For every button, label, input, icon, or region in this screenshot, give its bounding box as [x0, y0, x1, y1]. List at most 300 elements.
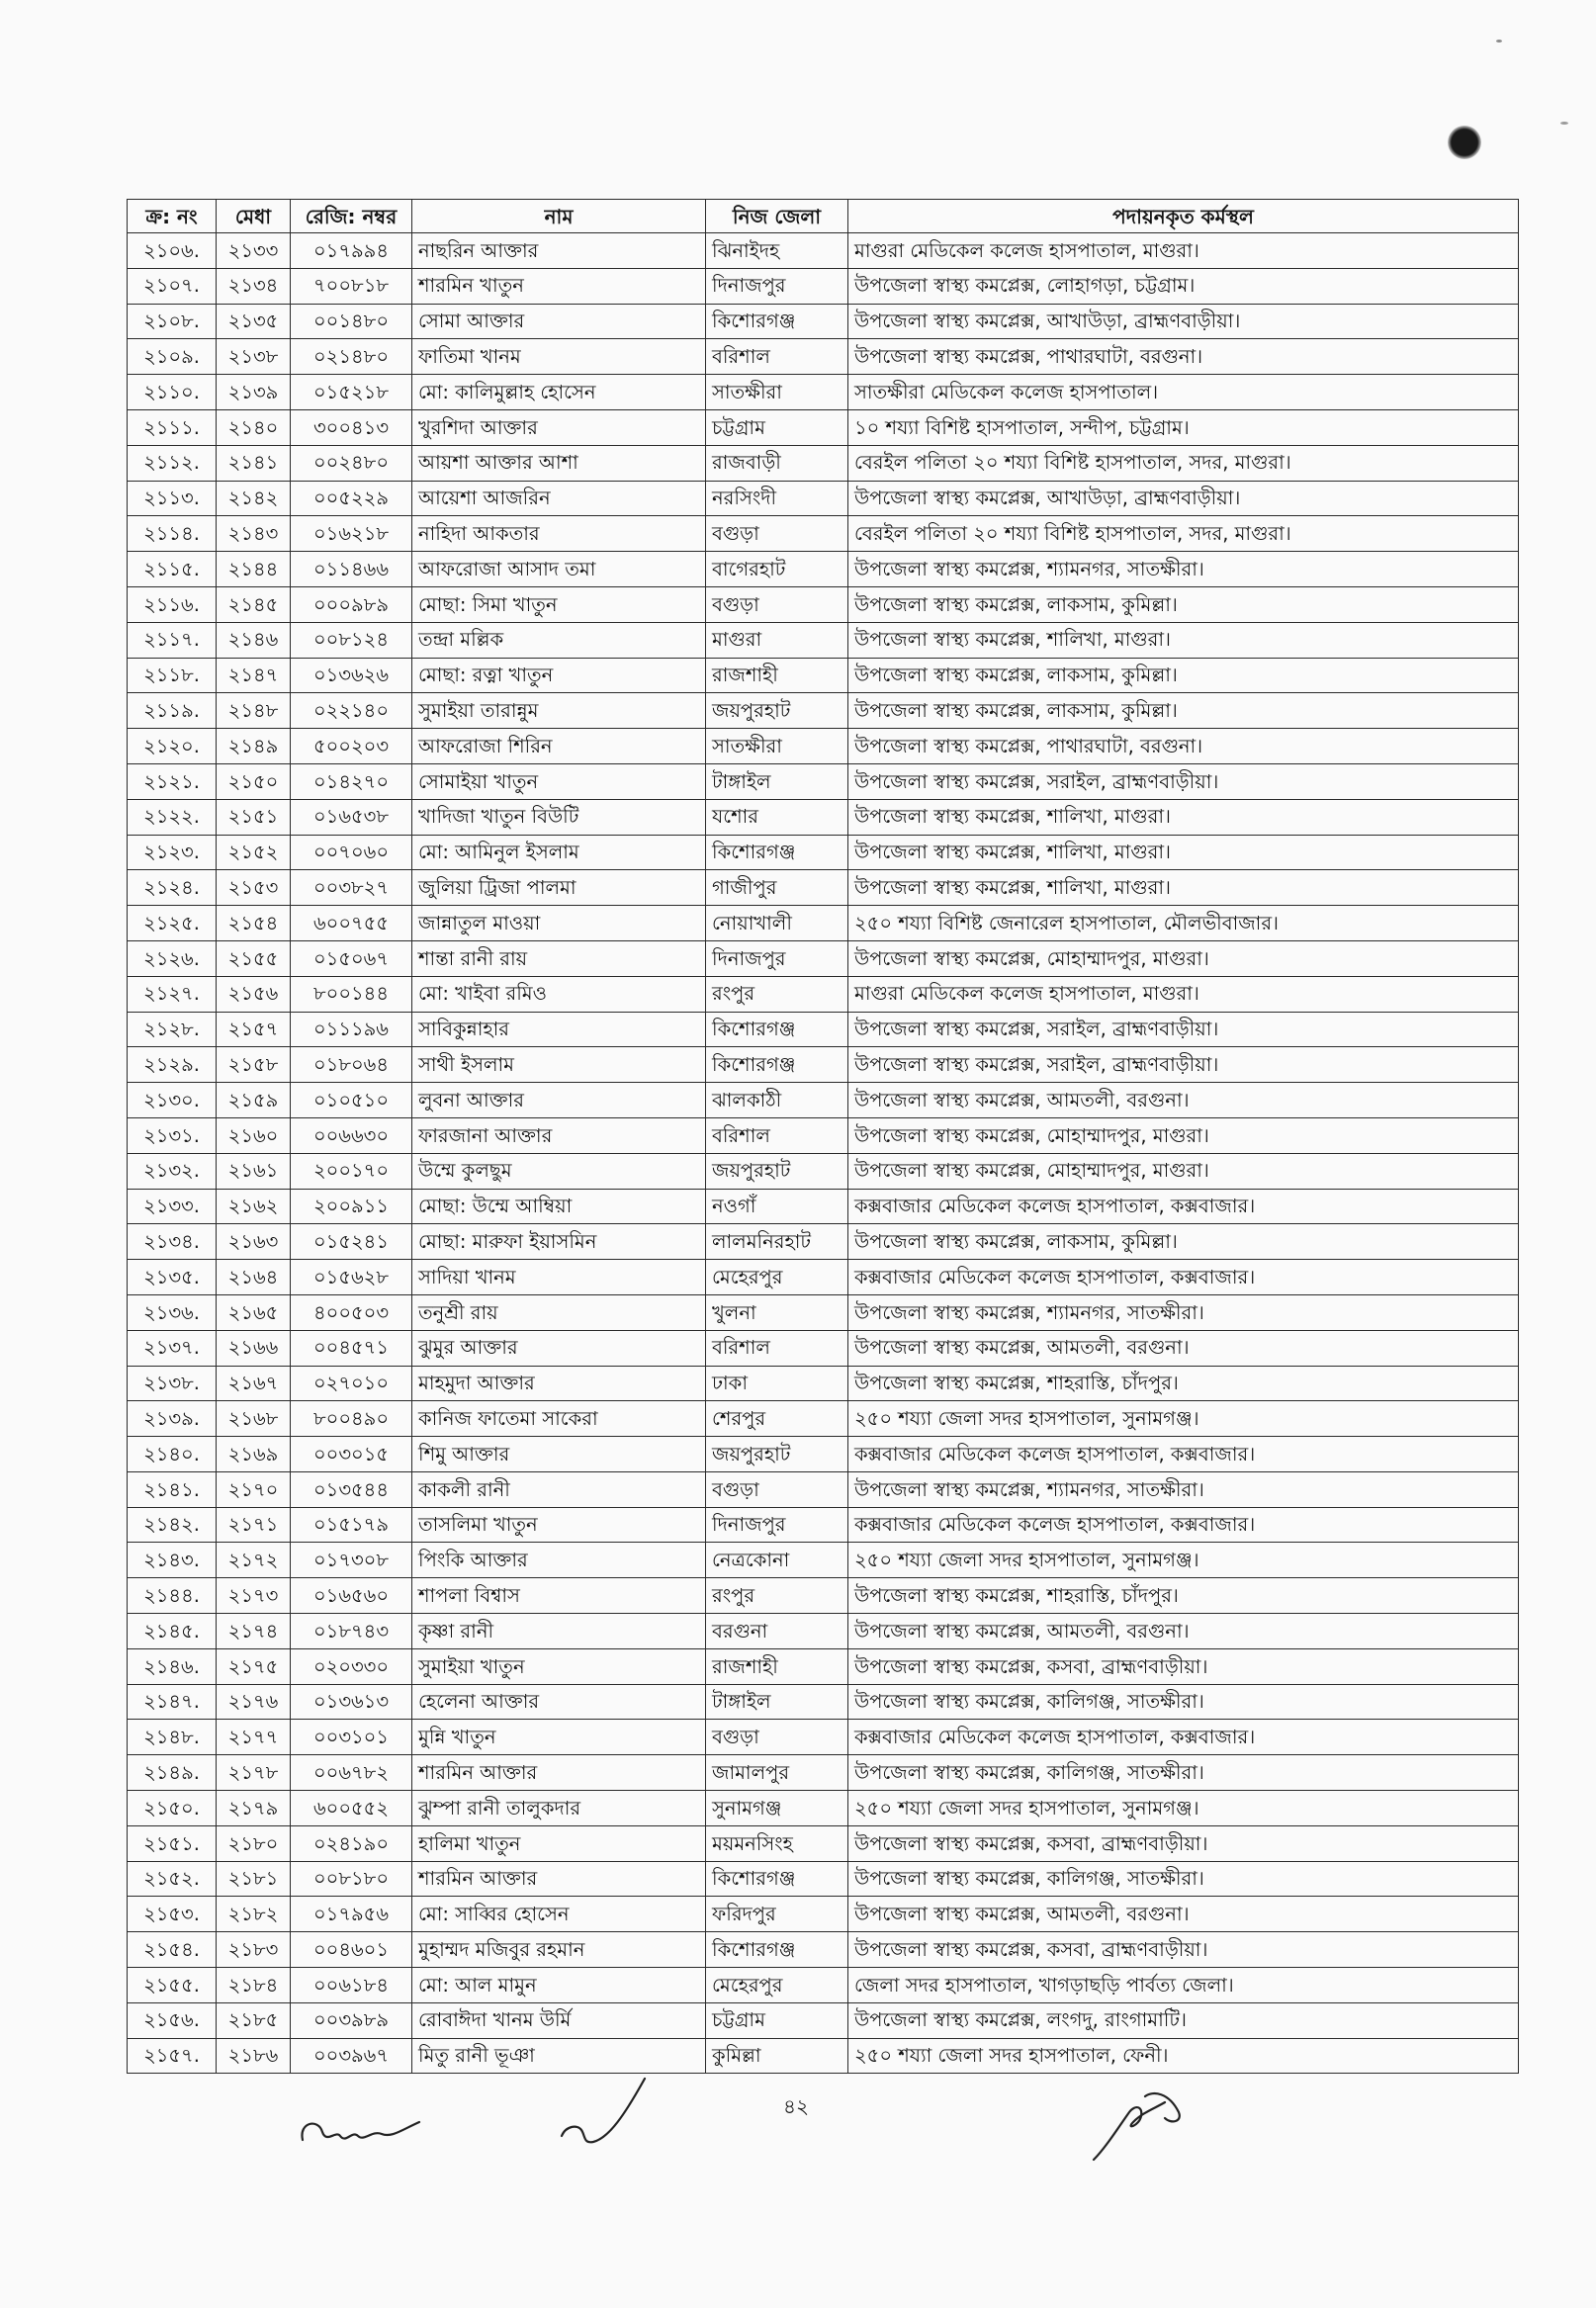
serial-cell: ২১৪৪. — [128, 1578, 217, 1614]
serial-cell: ২১৩৪. — [128, 1224, 217, 1260]
serial-cell: ২১২৪. — [128, 870, 217, 906]
table-row — [128, 2002, 1519, 2038]
serial-cell: ২১৫৪. — [128, 1932, 217, 1968]
serial-cell: ২১০৮. — [128, 304, 217, 339]
name-cell: তাসলিমা খাতুন — [412, 1507, 706, 1543]
merit-cell: ২১৩৮ — [217, 339, 291, 375]
serial-cell: ২১৩৯. — [128, 1401, 217, 1437]
table-row — [128, 1189, 1519, 1224]
merit-cell: ২১৫৭ — [217, 1012, 291, 1047]
posting-location-cell: উপজেলা স্বাস্থ্য কমপ্লেক্স, সরাইল, ব্রাহ্মণবাড়ীয়া। — [848, 1047, 1519, 1083]
name-cell: তন্দ্রা মল্লিক — [412, 622, 706, 658]
reg-number-cell: ০১৬৫৬০ — [291, 1578, 412, 1614]
table-row — [128, 1825, 1519, 1861]
posting-location-cell: উপজেলা স্বাস্থ্য কমপ্লেক্স, মোহাম্মাদপুর, মাগুরা। — [848, 1153, 1519, 1189]
header-reg-number: রেজি: নম্বর — [291, 200, 412, 233]
table-row — [128, 1294, 1519, 1330]
name-cell: ঝুমুর আক্তার — [412, 1330, 706, 1366]
serial-cell: ২১২২. — [128, 799, 217, 835]
merit-cell: ২১৬৮ — [217, 1401, 291, 1437]
serial-cell: ২১৪৭. — [128, 1684, 217, 1720]
home-district-cell: রাজবাড়ী — [706, 445, 848, 481]
home-district-cell: বগুড়া — [706, 586, 848, 622]
table-row — [128, 1401, 1519, 1437]
posting-location-cell: ২৫০ শয্যা জেলা সদর হাসপাতাল, সুনামগঞ্জ। — [848, 1791, 1519, 1826]
serial-cell: ২১৪২. — [128, 1507, 217, 1543]
home-district-cell: বগুড়া — [706, 1471, 848, 1507]
serial-cell: ২১২৩. — [128, 835, 217, 870]
name-cell: উম্মে কুলছুম — [412, 1153, 706, 1189]
reg-number-cell: ০২১৪৮০ — [291, 339, 412, 375]
name-cell: তনুশ্রী রায় — [412, 1294, 706, 1330]
serial-cell: ২১০৭. — [128, 268, 217, 304]
reg-number-cell: ০০৩৯৬৭ — [291, 2038, 412, 2074]
posting-location-cell: ২৫০ শয্যা জেলা সদর হাসপাতাল, সুনামগঞ্জ। — [848, 1543, 1519, 1578]
serial-cell: ২১৩৮. — [128, 1366, 217, 1401]
posting-location-cell: উপজেলা স্বাস্থ্য কমপ্লেক্স, শাহরাস্তি, চাঁদপুর। — [848, 1366, 1519, 1401]
serial-cell: ২১৫৬. — [128, 2002, 217, 2038]
reg-number-cell: ২০০১৭০ — [291, 1153, 412, 1189]
reg-number-cell: ০০৩০১৫ — [291, 1437, 412, 1472]
name-cell: শারমিন আক্তার — [412, 1861, 706, 1897]
reg-number-cell: ০০৭০৬০ — [291, 835, 412, 870]
name-cell: খুরশিদা আক্তার — [412, 409, 706, 445]
table-row — [128, 586, 1519, 622]
posting-location-cell: উপজেলা স্বাস্থ্য কমপ্লেক্স, কালিগঞ্জ, সাতক্ষীরা। — [848, 1684, 1519, 1720]
serial-cell: ২১৩৬. — [128, 1294, 217, 1330]
name-cell: জান্নাতুল মাওয়া — [412, 906, 706, 941]
serial-cell: ২১০৯. — [128, 339, 217, 375]
table-row — [128, 2038, 1519, 2074]
serial-cell: ২১৩৫. — [128, 1260, 217, 1295]
posting-location-cell: উপজেলা স্বাস্থ্য কমপ্লেক্স, লোহাগড়া, চট্টগ্রাম। — [848, 268, 1519, 304]
merit-cell: ২১৬৭ — [217, 1366, 291, 1401]
scan-speck — [1560, 122, 1568, 125]
posting-location-cell: বেরইল পলিতা ২০ শয্যা বিশিষ্ট হাসপাতাল, সদর, মাগুরা। — [848, 516, 1519, 552]
posting-location-cell: উপজেলা স্বাস্থ্য কমপ্লেক্স, আমতলী, বরগুনা। — [848, 1614, 1519, 1649]
reg-number-cell: ০১৬২১৮ — [291, 516, 412, 552]
name-cell: মো: সাব্বির হোসেন — [412, 1897, 706, 1932]
table-row — [128, 940, 1519, 976]
merit-cell: ২১৩৯ — [217, 375, 291, 410]
merit-cell: ২১৪৫ — [217, 586, 291, 622]
table-row — [128, 693, 1519, 729]
home-district-cell: ফরিদপুর — [706, 1897, 848, 1932]
header-merit: মেধা — [217, 200, 291, 233]
name-cell: পিংকি আক্তার — [412, 1543, 706, 1578]
reg-number-cell: ৫০০২০৩ — [291, 729, 412, 764]
home-district-cell: বগুড়া — [706, 1720, 848, 1755]
reg-number-cell: ০০৬৭৮২ — [291, 1755, 412, 1791]
name-cell: লুবনা আক্তার — [412, 1083, 706, 1118]
merit-cell: ২১৮১ — [217, 1861, 291, 1897]
reg-number-cell: ০১৬৫৩৮ — [291, 799, 412, 835]
posting-location-cell: কক্সবাজার মেডিকেল কলেজ হাসপাতাল, কক্সবাজার। — [848, 1437, 1519, 1472]
serial-cell: ২১২৭. — [128, 976, 217, 1012]
merit-cell: ২১৪৯ — [217, 729, 291, 764]
signature-right — [1086, 2083, 1195, 2168]
home-district-cell: জামালপুর — [706, 1755, 848, 1791]
merit-cell: ২১৫২ — [217, 835, 291, 870]
name-cell: সোমা আক্তার — [412, 304, 706, 339]
home-district-cell: গাজীপুর — [706, 870, 848, 906]
posting-location-cell: উপজেলা স্বাস্থ্য কমপ্লেক্স, শ্যামনগর, সাতক্ষীরা। — [848, 1471, 1519, 1507]
home-district-cell: কিশোরগঞ্জ — [706, 1861, 848, 1897]
table-row — [128, 1507, 1519, 1543]
posting-location-cell: ২৫০ শয্যা বিশিষ্ট জেনারেল হাসপাতাল, মৌলভীবাজার। — [848, 906, 1519, 941]
serial-cell: ২১২৫. — [128, 906, 217, 941]
serial-cell: ২১১৭. — [128, 622, 217, 658]
signature-middle — [554, 2065, 663, 2152]
home-district-cell: কিশোরগঞ্জ — [706, 1932, 848, 1968]
home-district-cell: ঝিনাইদহ — [706, 233, 848, 269]
merit-cell: ২১৪১ — [217, 445, 291, 481]
ink-blot — [1448, 126, 1481, 159]
posting-location-cell: উপজেলা স্বাস্থ্য কমপ্লেক্স, শালিখা, মাগুরা। — [848, 799, 1519, 835]
reg-number-cell: ৮০০৪৯০ — [291, 1401, 412, 1437]
home-district-cell: বরিশাল — [706, 1117, 848, 1153]
posting-location-cell: উপজেলা স্বাস্থ্য কমপ্লেক্স, মোহাম্মাদপুর, মাগুরা। — [848, 1117, 1519, 1153]
name-cell: সাদিয়া খানম — [412, 1260, 706, 1295]
serial-cell: ২১১৫. — [128, 552, 217, 587]
home-district-cell: চট্টগ্রাম — [706, 409, 848, 445]
home-district-cell: রংপুর — [706, 1578, 848, 1614]
name-cell: মো: খাইবা রমিও — [412, 976, 706, 1012]
posting-location-cell: উপজেলা স্বাস্থ্য কমপ্লেক্স, শ্যামনগর, সাতক্ষীরা। — [848, 552, 1519, 587]
posting-location-cell: উপজেলা স্বাস্থ্য কমপ্লেক্স, আমতলী, বরগুনা। — [848, 1330, 1519, 1366]
home-district-cell: সাতক্ষীরা — [706, 375, 848, 410]
name-cell: নাহিদা আকতার — [412, 516, 706, 552]
header-name: নাম — [412, 200, 706, 233]
reg-number-cell: ৭০০৮১৮ — [291, 268, 412, 304]
serial-cell: ২১২১. — [128, 763, 217, 799]
table-row — [128, 552, 1519, 587]
header-posting-location: পদায়নকৃত কর্মস্থল — [848, 200, 1519, 233]
name-cell: আয়েশা আজরিন — [412, 481, 706, 516]
merit-cell: ২১৭৮ — [217, 1755, 291, 1791]
serial-cell: ২১১৪. — [128, 516, 217, 552]
home-district-cell: ঝালকাঠী — [706, 1083, 848, 1118]
table-row — [128, 1366, 1519, 1401]
home-district-cell: শেরপুর — [706, 1401, 848, 1437]
table-row — [128, 799, 1519, 835]
name-cell: সাথী ইসলাম — [412, 1047, 706, 1083]
table-row — [128, 1861, 1519, 1897]
name-cell: হেলেনা আক্তার — [412, 1684, 706, 1720]
reg-number-cell: ০১৫২১৮ — [291, 375, 412, 410]
name-cell: ঝুম্পা রানী তালুকদার — [412, 1791, 706, 1826]
name-cell: কানিজ ফাতেমা সাকেরা — [412, 1401, 706, 1437]
posting-location-cell: উপজেলা স্বাস্থ্য কমপ্লেক্স, লংগদু, রাংগামাটি। — [848, 2002, 1519, 2038]
home-district-cell: দিনাজপুর — [706, 268, 848, 304]
merit-cell: ২১৬৯ — [217, 1437, 291, 1472]
serial-cell: ২১১২. — [128, 445, 217, 481]
table-row — [128, 1224, 1519, 1260]
posting-location-cell: উপজেলা স্বাস্থ্য কমপ্লেক্স, লাকসাম, কুমিল্লা। — [848, 658, 1519, 693]
home-district-cell: মেহেরপুর — [706, 1968, 848, 2003]
name-cell: শারমিন খাতুন — [412, 268, 706, 304]
table-row — [128, 1260, 1519, 1295]
reg-number-cell: ৬০০৭৫৫ — [291, 906, 412, 941]
name-cell: কৃষ্ণা রানী — [412, 1614, 706, 1649]
name-cell: শিমু আক্তার — [412, 1437, 706, 1472]
reg-number-cell: ০১৪২৭০ — [291, 763, 412, 799]
serial-cell: ২১৫৭. — [128, 2038, 217, 2074]
table-row — [128, 1684, 1519, 1720]
serial-cell: ২১২৬. — [128, 940, 217, 976]
home-district-cell: খুলনা — [706, 1294, 848, 1330]
name-cell: মো: আমিনুল ইসলাম — [412, 835, 706, 870]
table-row — [128, 1897, 1519, 1932]
table-row — [128, 304, 1519, 339]
merit-cell: ২১৭১ — [217, 1507, 291, 1543]
table-row — [128, 622, 1519, 658]
reg-number-cell: ০১০৫১০ — [291, 1083, 412, 1118]
serial-cell: ২১৪৫. — [128, 1614, 217, 1649]
posting-table — [127, 199, 1519, 2074]
reg-number-cell: ৩০০৪১৩ — [291, 409, 412, 445]
reg-number-cell: ০২২১৪০ — [291, 693, 412, 729]
posting-location-cell: উপজেলা স্বাস্থ্য কমপ্লেক্স, কালিগঞ্জ, সাতক্ষীরা। — [848, 1861, 1519, 1897]
serial-cell: ২১২০. — [128, 729, 217, 764]
merit-cell: ২১৬২ — [217, 1189, 291, 1224]
reg-number-cell: ০১৩৬১৩ — [291, 1684, 412, 1720]
serial-cell: ২১১৬. — [128, 586, 217, 622]
serial-cell: ২১৩৩. — [128, 1189, 217, 1224]
merit-cell: ২১৭৩ — [217, 1578, 291, 1614]
home-district-cell: টাঙ্গাইল — [706, 763, 848, 799]
home-district-cell: বগুড়া — [706, 516, 848, 552]
table-row — [128, 1755, 1519, 1791]
reg-number-cell: ০১৩৬২৬ — [291, 658, 412, 693]
home-district-cell: জয়পুরহাট — [706, 693, 848, 729]
posting-location-cell: উপজেলা স্বাস্থ্য কমপ্লেক্স, সরাইল, ব্রাহ্মণবাড়ীয়া। — [848, 1012, 1519, 1047]
table-row — [128, 409, 1519, 445]
merit-cell: ২১৮০ — [217, 1825, 291, 1861]
reg-number-cell: ০০৪৬০১ — [291, 1932, 412, 1968]
table-row — [128, 1153, 1519, 1189]
home-district-cell: ময়মনসিংহ — [706, 1825, 848, 1861]
merit-cell: ২১৪৪ — [217, 552, 291, 587]
header-home-district: নিজ জেলা — [706, 200, 848, 233]
name-cell: ফারজানা আক্তার — [412, 1117, 706, 1153]
serial-cell: ২১৪৩. — [128, 1543, 217, 1578]
posting-location-cell: ২৫০ শয্যা জেলা সদর হাসপাতাল, ফেনী। — [848, 2038, 1519, 2074]
table-row — [128, 1648, 1519, 1684]
home-district-cell: মাগুরা — [706, 622, 848, 658]
name-cell: মুন্নি খাতুন — [412, 1720, 706, 1755]
table-row — [128, 1543, 1519, 1578]
posting-location-cell: উপজেলা স্বাস্থ্য কমপ্লেক্স, লাকসাম, কুমিল্লা। — [848, 586, 1519, 622]
reg-number-cell: ০২৭০১০ — [291, 1366, 412, 1401]
merit-cell: ২১৫০ — [217, 763, 291, 799]
table-row — [128, 375, 1519, 410]
posting-location-cell: উপজেলা স্বাস্থ্য কমপ্লেক্স, আখাউড়া, ব্রাহ্মণবাড়ীয়া। — [848, 304, 1519, 339]
posting-location-cell: উপজেলা স্বাস্থ্য কমপ্লেক্স, আমতলী, বরগুনা। — [848, 1083, 1519, 1118]
merit-cell: ২১৮৬ — [217, 2038, 291, 2074]
merit-cell: ২১৫৯ — [217, 1083, 291, 1118]
posting-location-cell: উপজেলা স্বাস্থ্য কমপ্লেক্স, আখাউড়া, ব্রাহ্মণবাড়ীয়া। — [848, 481, 1519, 516]
table-row — [128, 835, 1519, 870]
merit-cell: ২১৬৬ — [217, 1330, 291, 1366]
merit-cell: ২১৮৪ — [217, 1968, 291, 2003]
table-row — [128, 906, 1519, 941]
home-district-cell: যশোর — [706, 799, 848, 835]
reg-number-cell: ০০৩৯৮৯ — [291, 2002, 412, 2038]
serial-cell: ২১৫৫. — [128, 1968, 217, 2003]
posting-location-cell: জেলা সদর হাসপাতাল, খাগড়াছড়ি পার্বত্য জেলা। — [848, 1968, 1519, 2003]
table-row — [128, 1968, 1519, 2003]
posting-location-cell: কক্সবাজার মেডিকেল কলেজ হাসপাতাল, কক্সবাজার। — [848, 1720, 1519, 1755]
reg-number-cell: ০১৮০৬৪ — [291, 1047, 412, 1083]
posting-location-cell: সাতক্ষীরা মেডিকেল কলেজ হাসপাতাল। — [848, 375, 1519, 410]
reg-number-cell: ০০৬৬৩০ — [291, 1117, 412, 1153]
merit-cell: ২১৭২ — [217, 1543, 291, 1578]
table-row — [128, 1614, 1519, 1649]
home-district-cell: দিনাজপুর — [706, 1507, 848, 1543]
posting-location-cell: মাগুরা মেডিকেল কলেজ হাসপাতাল, মাগুরা। — [848, 233, 1519, 269]
serial-cell: ২১৪১. — [128, 1471, 217, 1507]
name-cell: সাবিকুন্নাহার — [412, 1012, 706, 1047]
posting-location-cell: উপজেলা স্বাস্থ্য কমপ্লেক্স, শালিখা, মাগুরা। — [848, 835, 1519, 870]
serial-cell: ২১১১. — [128, 409, 217, 445]
reg-number-cell: ০০৪৫৭১ — [291, 1330, 412, 1366]
table-row — [128, 1578, 1519, 1614]
home-district-cell: বরিশাল — [706, 339, 848, 375]
merit-cell: ২১৫৮ — [217, 1047, 291, 1083]
table-row — [128, 1083, 1519, 1118]
home-district-cell: বরগুনা — [706, 1614, 848, 1649]
table-row — [128, 233, 1519, 269]
posting-location-cell: উপজেলা স্বাস্থ্য কমপ্লেক্স, পাথারঘাটা, বরগুনা। — [848, 339, 1519, 375]
reg-number-cell: ০১৭৩০৮ — [291, 1543, 412, 1578]
home-district-cell: রংপুর — [706, 976, 848, 1012]
serial-cell: ২১২৯. — [128, 1047, 217, 1083]
signature-left — [293, 2100, 431, 2160]
reg-number-cell: ০১৫০৬৭ — [291, 940, 412, 976]
posting-location-cell: উপজেলা স্বাস্থ্য কমপ্লেক্স, কসবা, ব্রাহ্মণবাড়ীয়া। — [848, 1825, 1519, 1861]
table-row — [128, 1330, 1519, 1366]
posting-location-cell: উপজেলা স্বাস্থ্য কমপ্লেক্স, আমতলী, বরগুনা। — [848, 1897, 1519, 1932]
reg-number-cell: ০০৮১৮০ — [291, 1861, 412, 1897]
serial-cell: ২১৪৯. — [128, 1755, 217, 1791]
home-district-cell: বরিশাল — [706, 1330, 848, 1366]
serial-cell: ২১০৬. — [128, 233, 217, 269]
table-row — [128, 445, 1519, 481]
home-district-cell: মেহেরপুর — [706, 1260, 848, 1295]
table-row — [128, 268, 1519, 304]
posting-location-cell: বেরইল পলিতা ২০ শয্যা বিশিষ্ট হাসপাতাল, সদর, মাগুরা। — [848, 445, 1519, 481]
home-district-cell: রাজশাহী — [706, 658, 848, 693]
reg-number-cell: ০১৫৬২৮ — [291, 1260, 412, 1295]
serial-cell: ২১২৮. — [128, 1012, 217, 1047]
table-row — [128, 1117, 1519, 1153]
name-cell: মোছা: মারুফা ইয়াসমিন — [412, 1224, 706, 1260]
posting-location-cell: কক্সবাজার মেডিকেল কলেজ হাসপাতাল, কক্সবাজার। — [848, 1189, 1519, 1224]
home-district-cell: কিশোরগঞ্জ — [706, 304, 848, 339]
table-row — [128, 516, 1519, 552]
home-district-cell: জয়পুরহাট — [706, 1437, 848, 1472]
merit-cell: ২১৭৯ — [217, 1791, 291, 1826]
serial-cell: ২১৫৩. — [128, 1897, 217, 1932]
home-district-cell: লালমনিরহাট — [706, 1224, 848, 1260]
table-row — [128, 1932, 1519, 1968]
merit-cell: ২১৩৫ — [217, 304, 291, 339]
posting-location-cell: ১০ শয্যা বিশিষ্ট হাসপাতাল, সন্দীপ, চট্টগ্রাম। — [848, 409, 1519, 445]
home-district-cell: কিশোরগঞ্জ — [706, 1012, 848, 1047]
merit-cell: ২১৪৬ — [217, 622, 291, 658]
merit-cell: ২১৭৪ — [217, 1614, 291, 1649]
posting-location-cell: উপজেলা স্বাস্থ্য কমপ্লেক্স, শ্যামনগর, সাতক্ষীরা। — [848, 1294, 1519, 1330]
posting-location-cell: উপজেলা স্বাস্থ্য কমপ্লেক্স, শালিখা, মাগুরা। — [848, 622, 1519, 658]
serial-cell: ২১১৮. — [128, 658, 217, 693]
serial-cell: ২১৩২. — [128, 1153, 217, 1189]
name-cell: সুমাইয়া তারান্নুম — [412, 693, 706, 729]
posting-location-cell: মাগুরা মেডিকেল কলেজ হাসপাতাল, মাগুরা। — [848, 976, 1519, 1012]
scan-speck — [1496, 40, 1502, 43]
name-cell: মো: কালিমুল্লাহ হোসেন — [412, 375, 706, 410]
name-cell: মোছা: উম্মে আম্বিয়া — [412, 1189, 706, 1224]
name-cell: নাছরিন আক্তার — [412, 233, 706, 269]
reg-number-cell: ০১৫২৪১ — [291, 1224, 412, 1260]
posting-location-cell: উপজেলা স্বাস্থ্য কমপ্লেক্স, লাকসাম, কুমিল্লা। — [848, 1224, 1519, 1260]
reg-number-cell: ০১১৪৬৬ — [291, 552, 412, 587]
serial-cell: ২১১০. — [128, 375, 217, 410]
posting-location-cell: উপজেলা স্বাস্থ্য কমপ্লেক্স, মোহাম্মাদপুর, মাগুরা। — [848, 940, 1519, 976]
merit-cell: ২১৪২ — [217, 481, 291, 516]
home-district-cell: নোয়াখালী — [706, 906, 848, 941]
name-cell: শারমিন আক্তার — [412, 1755, 706, 1791]
name-cell: জুলিয়া ট্রিজা পালমা — [412, 870, 706, 906]
posting-location-cell: উপজেলা স্বাস্থ্য কমপ্লেক্স, শালিখা, মাগুরা। — [848, 870, 1519, 906]
home-district-cell: কুমিল্লা — [706, 2038, 848, 2074]
reg-number-cell: ০০২৪৮০ — [291, 445, 412, 481]
table-row — [128, 339, 1519, 375]
table-header-row — [128, 200, 1519, 233]
name-cell: সোমাইয়া খাতুন — [412, 763, 706, 799]
reg-number-cell: ৮০০১৪৪ — [291, 976, 412, 1012]
table-row — [128, 870, 1519, 906]
reg-number-cell: ০১৩৫৪৪ — [291, 1471, 412, 1507]
page-number: ৪২ — [783, 2094, 809, 2118]
name-cell: খাদিজা খাতুন বিউটি — [412, 799, 706, 835]
table-row — [128, 976, 1519, 1012]
home-district-cell: রাজশাহী — [706, 1648, 848, 1684]
serial-cell: ২১৩১. — [128, 1117, 217, 1153]
posting-location-cell: উপজেলা স্বাস্থ্য কমপ্লেক্স, কালিগঞ্জ, সাতক্ষীরা। — [848, 1755, 1519, 1791]
name-cell: রোবাঈদা খানম উর্মি — [412, 2002, 706, 2038]
reg-number-cell: ০১৭৯৫৬ — [291, 1897, 412, 1932]
header-serial: ক্র: নং — [128, 200, 217, 233]
merit-cell: ২১৫১ — [217, 799, 291, 835]
merit-cell: ২১৫৪ — [217, 906, 291, 941]
posting-location-cell: উপজেলা স্বাস্থ্য কমপ্লেক্স, পাথারঘাটা, বরগুনা। — [848, 729, 1519, 764]
name-cell: মোছা: সিমা খাতুন — [412, 586, 706, 622]
name-cell: ফাতিমা খানম — [412, 339, 706, 375]
posting-location-cell: উপজেলা স্বাস্থ্য কমপ্লেক্স, কসবা, ব্রাহ্মণবাড়ীয়া। — [848, 1932, 1519, 1968]
home-district-cell: সাতক্ষীরা — [706, 729, 848, 764]
serial-cell: ২১১৯. — [128, 693, 217, 729]
merit-cell: ২১৬৪ — [217, 1260, 291, 1295]
table-row — [128, 1047, 1519, 1083]
name-cell: আফরোজা আসাদ তমা — [412, 552, 706, 587]
table-row — [128, 1012, 1519, 1047]
home-district-cell: টাঙ্গাইল — [706, 1684, 848, 1720]
merit-cell: ২১৫৩ — [217, 870, 291, 906]
merit-cell: ২১৩৪ — [217, 268, 291, 304]
home-district-cell: নরসিংদী — [706, 481, 848, 516]
merit-cell: ২১৭৫ — [217, 1648, 291, 1684]
